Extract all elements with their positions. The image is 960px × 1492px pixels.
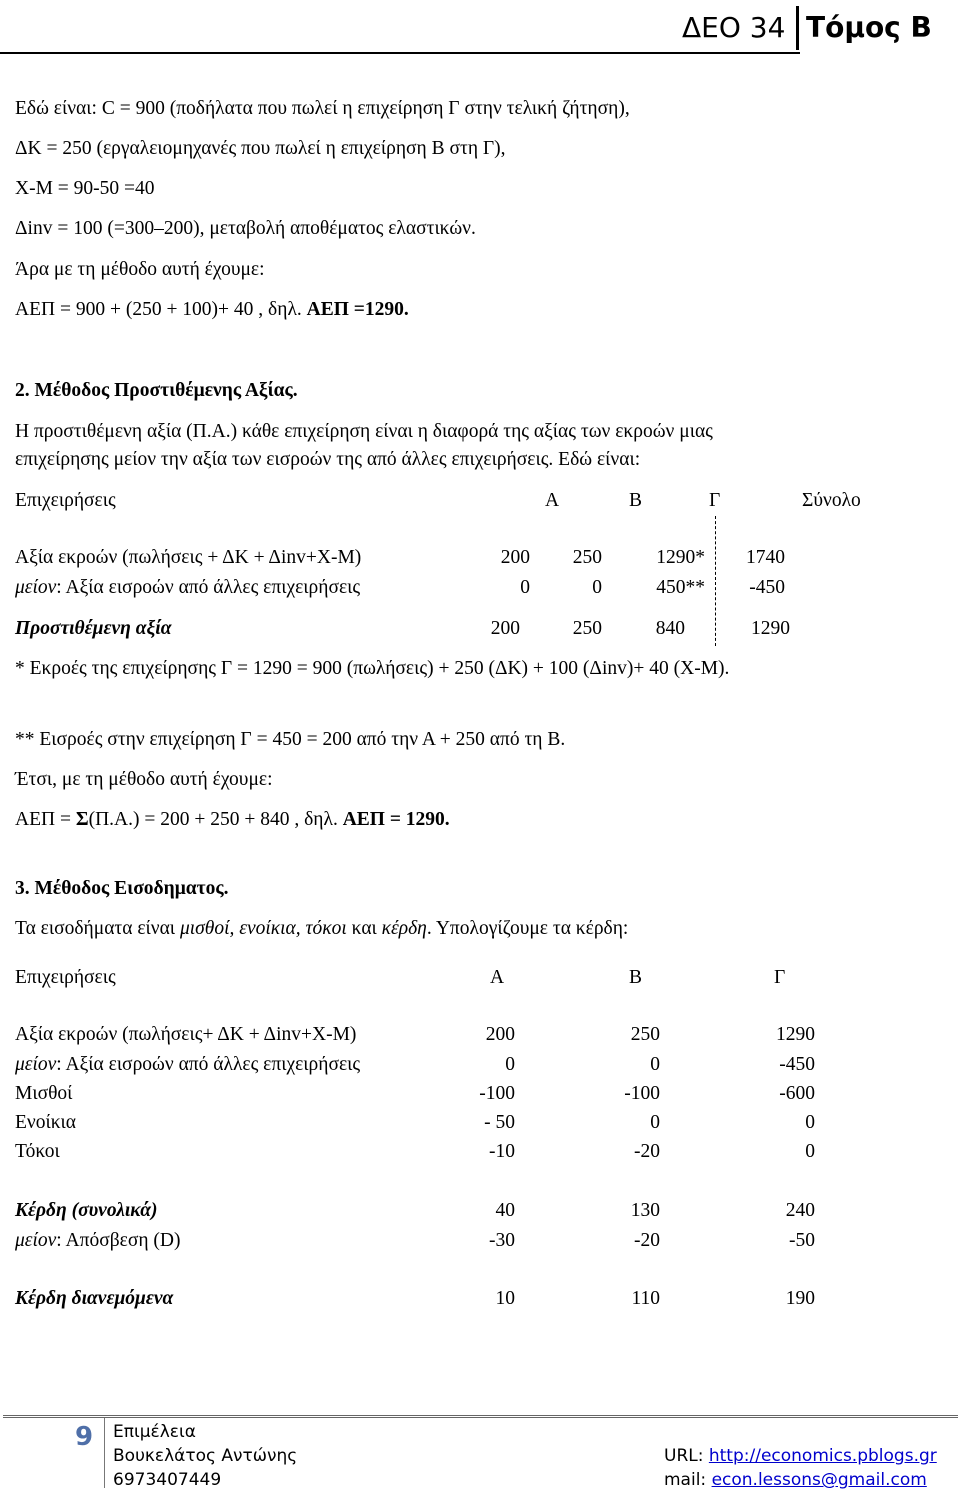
income-row-label: Ενοίκια bbox=[15, 1112, 77, 1133]
editor-name: Βουκελάτος Αντώνης bbox=[113, 1446, 298, 1466]
intro-line-5: Άρα με τη μέθοδο αυτή έχουμε: bbox=[15, 259, 265, 280]
income-row-label: Τόκοι bbox=[15, 1141, 60, 1162]
sigma-symbol: Σ bbox=[75, 809, 89, 830]
income-header-label: Επιχειρήσεις bbox=[15, 967, 116, 988]
method2-title: 2. Μέθοδος Προστιθέμενης Αξίας. bbox=[15, 380, 298, 401]
row-value-added-c: 840 bbox=[655, 618, 685, 639]
row-inputs-total: -450 bbox=[749, 577, 785, 598]
minus-word: μείον bbox=[15, 577, 57, 598]
income-row-c: 0 bbox=[805, 1141, 815, 1162]
url-label: URL: bbox=[664, 1446, 709, 1466]
income-row-label: Κέρδη διανεμόμενα bbox=[15, 1288, 174, 1309]
income-row-a: -10 bbox=[489, 1141, 515, 1162]
income-row-b: 250 bbox=[630, 1024, 660, 1045]
income-row-text: : Απόσβεση (D) bbox=[56, 1230, 181, 1251]
incomes-list: μισθοί, ενοίκια, τόκοι bbox=[179, 918, 347, 939]
income-row-a: -100 bbox=[479, 1083, 515, 1104]
table-header-c: Γ bbox=[709, 490, 721, 511]
row-outputs-b: 250 bbox=[572, 547, 602, 568]
intro-line-2: ΔΚ = 250 (εργαλειομηχανές που πωλεί η επιχείρηση Β στη Γ), bbox=[15, 138, 506, 159]
row-value-added-total: 1290 bbox=[751, 618, 790, 639]
footnote-2: ** Εισροές στην επιχείρηση Γ = 450 = 200 από την Α + 250 από τη Β. bbox=[15, 729, 566, 750]
income-row-a: 0 bbox=[505, 1054, 515, 1075]
income-header-b: Β bbox=[629, 967, 643, 988]
footer-url-line bbox=[664, 1444, 937, 1468]
income-row-label: Κέρδη (συνολικά) bbox=[15, 1200, 158, 1221]
gdp-result: ΑΕΠ =1290. bbox=[306, 299, 409, 320]
table-header-label: Επιχειρήσεις bbox=[15, 490, 116, 511]
result-total: ΑΕΠ = 1290. bbox=[342, 809, 450, 830]
income-row-b: 0 bbox=[650, 1054, 660, 1075]
table-header-b: Β bbox=[629, 490, 643, 511]
minus-word: μείον bbox=[15, 1054, 57, 1075]
income-row-label: Μισθοί bbox=[15, 1083, 73, 1104]
header-divider bbox=[796, 6, 799, 50]
row-inputs-b: 0 bbox=[592, 577, 602, 598]
email-link[interactable]: econ.lessons@gmail.com bbox=[711, 1470, 927, 1490]
income-header-c: Γ bbox=[774, 967, 786, 988]
income-row-c: 1290 bbox=[776, 1024, 815, 1045]
footer-mail-line bbox=[664, 1468, 927, 1492]
income-row-b: -100 bbox=[624, 1083, 660, 1104]
row-inputs-c: 450** bbox=[656, 577, 705, 598]
method3-title: 3. Μέθοδος Εισοδηματος. bbox=[15, 878, 229, 899]
incomes-text-c: . Υπολογίζουμε τα κέρδη: bbox=[426, 918, 629, 939]
result-prefix: ΑΕΠ = bbox=[15, 809, 76, 830]
income-row-a: -30 bbox=[489, 1230, 515, 1251]
header-course: ΔΕΟ 34 bbox=[682, 11, 786, 44]
row-outputs-total: 1740 bbox=[746, 547, 785, 568]
row-inputs-a: 0 bbox=[520, 577, 530, 598]
method2-paragraph-1: Η προστιθέμενη αξία (Π.Α.) κάθε επιχείρηση είναι η διαφορά της αξίας των εκροών μιας bbox=[15, 421, 713, 442]
incomes-text-b: και bbox=[346, 918, 382, 939]
footer-divider bbox=[104, 1418, 105, 1488]
income-row-c: -50 bbox=[789, 1230, 815, 1251]
page-number: 9 bbox=[75, 1422, 94, 1452]
income-header-a: Α bbox=[490, 967, 505, 988]
intro-line-3: Χ-Μ = 90-50 =40 bbox=[15, 178, 155, 199]
method2-result bbox=[15, 808, 450, 832]
minus-word: μείον bbox=[15, 1230, 57, 1251]
row-outputs-c: 1290* bbox=[656, 547, 705, 568]
income-row-c: -450 bbox=[779, 1054, 815, 1075]
row-inputs-text: : Αξία εισροών από άλλες επιχειρήσεις bbox=[56, 577, 361, 598]
table-header-total: Σύνολο bbox=[802, 490, 861, 511]
income-row-label bbox=[15, 1053, 360, 1077]
income-row-b: 0 bbox=[650, 1112, 660, 1133]
income-row-c: 190 bbox=[785, 1288, 815, 1309]
income-row-a: 40 bbox=[495, 1200, 515, 1221]
footnote-1: * Εκροές της επιχείρησης Γ = 1290 = 900 (πωλήσεις) + 250 (ΔΚ) + 100 (Δinv)+ 40 (Χ-Μ). bbox=[15, 658, 730, 679]
row-outputs-a: 200 bbox=[500, 547, 530, 568]
incomes-text-a: Τα εισοδήματα είναι bbox=[15, 918, 180, 939]
intro-line-1: Εδώ είναι: C = 900 (ποδήλατα που πωλεί η επιχείρηση Γ στην τελική ζήτηση), bbox=[15, 98, 630, 119]
website-link[interactable]: http://economics.pblogs.gr bbox=[708, 1446, 937, 1466]
editor-phone: 6973407449 bbox=[113, 1470, 222, 1490]
editor-label: Επιμέλεια bbox=[113, 1422, 196, 1442]
income-row-text: : Αξία εισροών από άλλες επιχειρήσεις bbox=[56, 1054, 361, 1075]
income-row-c: 240 bbox=[785, 1200, 815, 1221]
header-rule bbox=[0, 52, 800, 54]
income-row-b: 110 bbox=[631, 1288, 660, 1309]
income-row-a: 10 bbox=[495, 1288, 515, 1309]
intro-line-6 bbox=[15, 298, 409, 322]
intro-line-4: Δinv = 100 (=300–200), μεταβολή αποθέματος ελαστικών. bbox=[15, 218, 476, 239]
income-row-b: -20 bbox=[634, 1141, 660, 1162]
row-outputs-label: Αξία εκροών (πωλήσεις + ΔΚ + Δinv+Χ-Μ) bbox=[15, 547, 362, 568]
income-row-c: -600 bbox=[779, 1083, 815, 1104]
footer-rule bbox=[3, 1415, 958, 1418]
mail-label: mail: bbox=[664, 1470, 712, 1490]
row-inputs-label bbox=[15, 576, 360, 600]
income-row-a: 200 bbox=[485, 1024, 515, 1045]
profits-word: κέρδη bbox=[381, 918, 427, 939]
method2-paragraph-2: επιχείρησης μείον την αξία των εισροών της από άλλες επιχειρήσεις. Εδώ είναι: bbox=[15, 449, 641, 470]
method3-paragraph bbox=[15, 917, 628, 941]
gdp-expression: ΑΕΠ = 900 + (250 + 100)+ 40 , δηλ. bbox=[15, 299, 307, 320]
income-row-c: 0 bbox=[805, 1112, 815, 1133]
method2-conclusion: Έτσι, με τη μέθοδο αυτή έχουμε: bbox=[15, 769, 273, 790]
income-row-a: - 50 bbox=[484, 1112, 515, 1133]
income-row-b: 130 bbox=[630, 1200, 660, 1221]
result-expression: (Π.Α.) = 200 + 250 + 840 , δηλ. bbox=[88, 809, 343, 830]
income-row-label bbox=[15, 1229, 180, 1253]
row-value-added-label: Προστιθέμενη αξία bbox=[15, 618, 172, 639]
row-value-added-b: 250 bbox=[572, 618, 602, 639]
header-volume: Τόμος Β bbox=[806, 11, 932, 44]
income-row-b: -20 bbox=[634, 1230, 660, 1251]
row-value-added-a: 200 bbox=[490, 618, 520, 639]
table-header-a: Α bbox=[545, 490, 560, 511]
income-row-label: Αξία εκροών (πωλήσεις+ ΔΚ + Δinv+Χ-Μ) bbox=[15, 1024, 357, 1045]
